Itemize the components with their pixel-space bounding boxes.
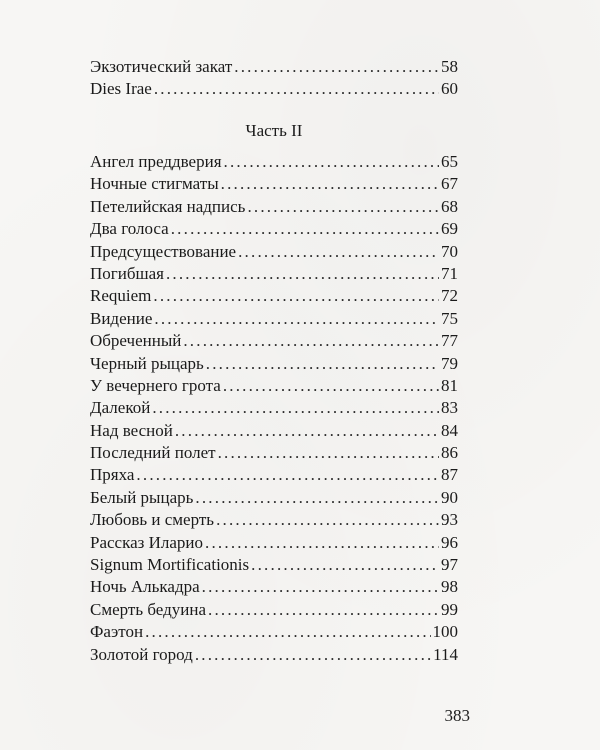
toc-entry-title: Ночь Алькадра <box>90 577 200 597</box>
toc-entry-title: Dies Irae <box>90 79 152 99</box>
toc-entry-title: Ангел преддверия <box>90 152 222 171</box>
toc-entry <box>90 308 458 330</box>
toc-leader-dots <box>202 576 439 598</box>
toc-entry-title: Фаэтон <box>90 622 144 642</box>
toc-entry-page: 83 <box>441 398 458 418</box>
toc-entry <box>90 532 458 554</box>
toc-entry-page: 99 <box>441 599 458 619</box>
section-heading: Часть II <box>245 121 303 140</box>
toc-entry-title: Белый рыцарь <box>90 487 194 507</box>
toc-entry <box>90 151 458 173</box>
toc-entry-title: Черный рыцарь <box>90 353 204 373</box>
toc-entry <box>90 397 458 419</box>
toc-entry-title: Предсуществование <box>90 241 237 261</box>
toc-entry-title: Ночные стигматы <box>90 174 219 194</box>
toc-leader-dots <box>206 353 439 375</box>
toc-entry <box>90 644 458 666</box>
toc-entry-title: Экзотический закат <box>90 57 233 76</box>
toc-entry-title: Обреченный <box>90 331 182 351</box>
toc-entry <box>90 241 458 263</box>
toc-entry-title: Рассказ Иларио <box>90 532 204 552</box>
toc-entry-page: 98 <box>441 577 458 597</box>
toc-leader-dots <box>175 420 439 442</box>
toc-leader-dots <box>221 173 439 195</box>
toc-entry-title: Золотой город <box>90 644 193 664</box>
toc-entry <box>90 442 458 464</box>
toc-entry-page: 81 <box>441 375 458 395</box>
toc-entry <box>90 599 458 621</box>
toc-entry-page: 65 <box>441 152 458 171</box>
toc-leader-dots <box>153 285 439 307</box>
toc-list-part-2 <box>90 151 458 666</box>
toc-entry <box>90 173 458 195</box>
toc-entry-page: 114 <box>433 644 458 664</box>
toc-leader-dots <box>166 263 439 285</box>
toc-entry <box>90 56 458 78</box>
toc-entry <box>90 285 458 307</box>
toc-entry-page: 93 <box>441 510 458 530</box>
toc-leader-dots <box>234 56 439 78</box>
toc-entry-page: 86 <box>441 443 458 463</box>
toc-entry <box>90 487 458 509</box>
toc-entry-title: Далекой <box>90 398 151 418</box>
toc-leader-dots <box>208 599 439 621</box>
toc-entry-title: Видение <box>90 308 153 328</box>
toc-leader-dots <box>251 554 439 576</box>
toc-entry-page: 84 <box>441 420 458 440</box>
toc-entry-page: 68 <box>441 196 458 216</box>
toc-entry-title: Любовь и смерть <box>90 510 215 530</box>
toc-entry <box>90 196 458 218</box>
toc-entry-page: 79 <box>441 353 458 373</box>
toc-leader-dots <box>136 464 439 486</box>
toc-entry-page: 60 <box>441 79 458 99</box>
toc-leader-dots <box>224 151 439 173</box>
toc-entry-title: Пряха <box>90 465 135 485</box>
toc-entry <box>90 621 458 643</box>
toc-leader-dots <box>216 509 439 531</box>
toc-leader-dots <box>223 375 439 397</box>
toc-leader-dots <box>247 196 439 218</box>
toc-entry-title: Над весной <box>90 420 173 440</box>
toc-leader-dots <box>154 78 439 100</box>
toc-leader-dots <box>195 644 431 666</box>
toc-entry <box>90 420 458 442</box>
toc-entry-page: 67 <box>441 174 458 194</box>
toc-entry-page: 71 <box>441 263 458 283</box>
toc-entry <box>90 218 458 240</box>
page-number: 383 <box>444 706 470 725</box>
toc-entry-title: Смерть бедуина <box>90 599 206 619</box>
toc-entry <box>90 330 458 352</box>
toc-leader-dots <box>145 621 430 643</box>
toc-entry-page: 72 <box>441 286 458 306</box>
toc-leader-dots <box>238 241 439 263</box>
toc-entry-page: 58 <box>441 57 458 76</box>
toc-entry-page: 100 <box>432 622 458 642</box>
toc-entry <box>90 554 458 576</box>
toc-leader-dots <box>205 532 439 554</box>
toc-entry <box>90 576 458 598</box>
toc-entry-title: Signum Mortificationis <box>90 555 250 575</box>
toc-leader-dots <box>154 308 439 330</box>
toc-entry-title: Последний полет <box>90 443 216 463</box>
toc-entry <box>90 263 458 285</box>
toc-entry <box>90 464 458 486</box>
toc-entry-page: 70 <box>441 241 458 261</box>
toc-entry-page: 77 <box>441 331 458 351</box>
toc-entry-title: Requiem <box>90 286 152 306</box>
toc-entry-page: 90 <box>441 487 458 507</box>
toc-leader-dots <box>171 218 439 240</box>
toc-entry-page: 87 <box>441 465 458 485</box>
toc-entry-title: Два голоса <box>90 219 169 239</box>
toc-leader-dots <box>218 442 439 464</box>
toc-leader-dots <box>183 330 439 352</box>
toc-entry-title: Петелийская надпись <box>90 196 246 216</box>
toc-entry <box>90 353 458 375</box>
toc-entry <box>90 375 458 397</box>
toc-entry-page: 96 <box>441 532 458 552</box>
toc-entry-title: Погибшая <box>90 263 164 283</box>
toc-entry-title: У вечернего грота <box>90 375 221 395</box>
toc-entry-page: 97 <box>441 555 458 575</box>
toc-leader-dots <box>195 487 439 509</box>
toc-leader-dots <box>152 397 439 419</box>
toc-entry-page: 75 <box>441 308 458 328</box>
toc-entry <box>90 78 458 100</box>
toc-entry <box>90 509 458 531</box>
toc-entry-page: 69 <box>441 219 458 239</box>
toc-list-part-1 <box>90 56 458 101</box>
